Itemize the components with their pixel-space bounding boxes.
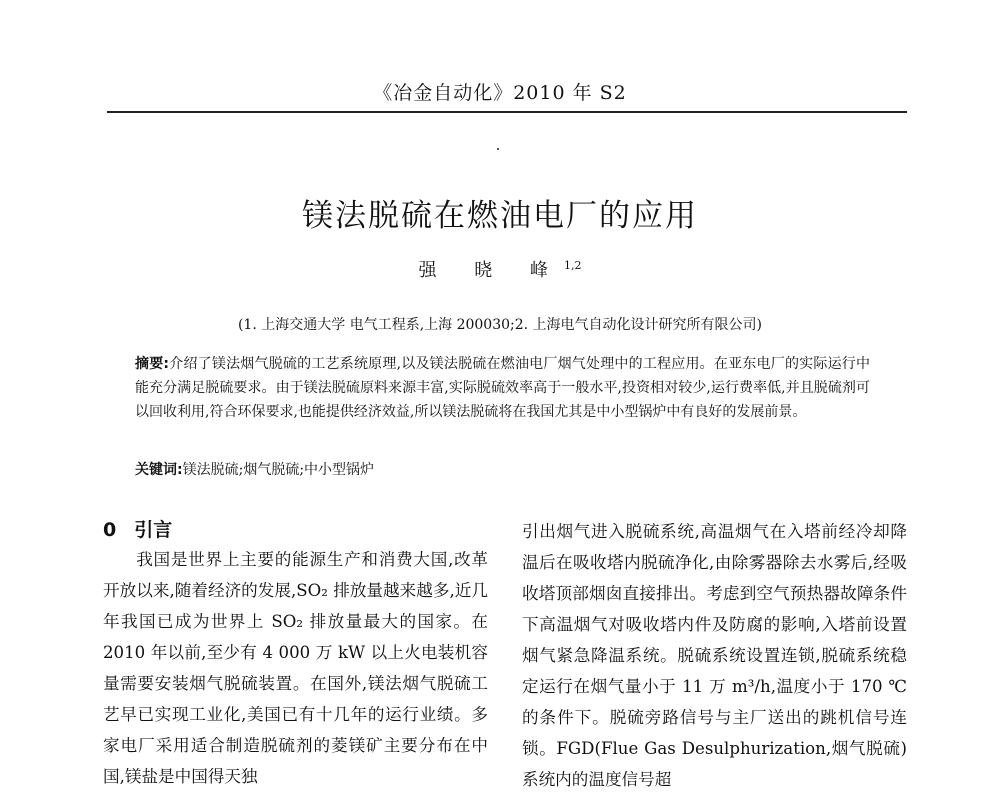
right-paragraph: 引出烟气进入脱硫系统,高温烟气在入塔前经冷却降温后在吸收塔内脱硫净化,由除雾器除去水雾后,经吸收塔顶部烟囱直接排出。考虑到空气预热器故障条件下高温烟气对吸收塔内件及防腐的影响,入塔前设置烟气紧急降温系统。脱硫系统设置连锁,脱硫系统稳定运行在烟气量小于 11 万 m³/h,温度小于 170 ℃的条件下。脱硫旁路信号与主厂送出的跳机信号连锁。FGD(Flue Gas Desulphurization,烟气脱硫)系统内的温度信号超	[522, 522, 907, 789]
keywords-text: 镁法脱硫;烟气脱硫;中小型锅炉	[182, 462, 375, 478]
header-rule	[107, 111, 907, 113]
section-number: 0	[103, 519, 117, 541]
right-column	[522, 516, 907, 795]
abstract-text: 介绍了镁法烟气脱硫的工艺系统原理,以及镁法脱硫在燃油电厂烟气处理中的工程应用。在亚东电厂的实际运行中能充分满足脱硫要求。由于镁法脱硫原料来源丰富,实际脱硫效率高于一般水平,投资相对较少,运行费率低,并且脱硫剂可以回收利用,符合环保要求,也能提供经济效益,所以镁法脱硫将在我国尤其是中小型锅炉中有良好的发展前景。	[135, 356, 870, 420]
speck	[497, 148, 499, 150]
author	[0, 256, 1000, 282]
keywords	[135, 458, 870, 482]
abstract-label: 摘要:	[135, 356, 170, 372]
abstract	[135, 352, 870, 424]
author-name: 强 晓 峰	[418, 260, 564, 281]
section-title: 引言	[134, 519, 173, 541]
section-heading	[103, 516, 488, 544]
left-column	[103, 516, 488, 792]
journal-header: 《冶金自动化》2010 年 S2	[373, 82, 627, 104]
author-affil-sup: 1,2	[563, 259, 582, 272]
intro-paragraph: 我国是世界上主要的能源生产和消费大国,改革开放以来,随着经济的发展,SO₂ 排放量越来越多,近几年我国已成为世界上 SO₂ 排放量最大的国家。在 2010 年以前,至少有 4 000 万 kW 以上火电装机容量需要安装烟气脱硫装置。在国外,镁法烟气脱硫工艺早已实现工业化,美国已有十几年的运行业绩。多家电厂采用适合制造脱硫剂的菱镁矿主要分布在中国,镁盐是中国得天独	[103, 550, 488, 786]
article-title: 镁法脱硫在燃油电厂的应用	[302, 198, 698, 234]
affiliation: (1. 上海交通大学 电气工程系,上海 200030;2. 上海电气自动化设计研究所有限公司)	[237, 317, 763, 333]
keywords-label: 关键词:	[135, 462, 183, 478]
